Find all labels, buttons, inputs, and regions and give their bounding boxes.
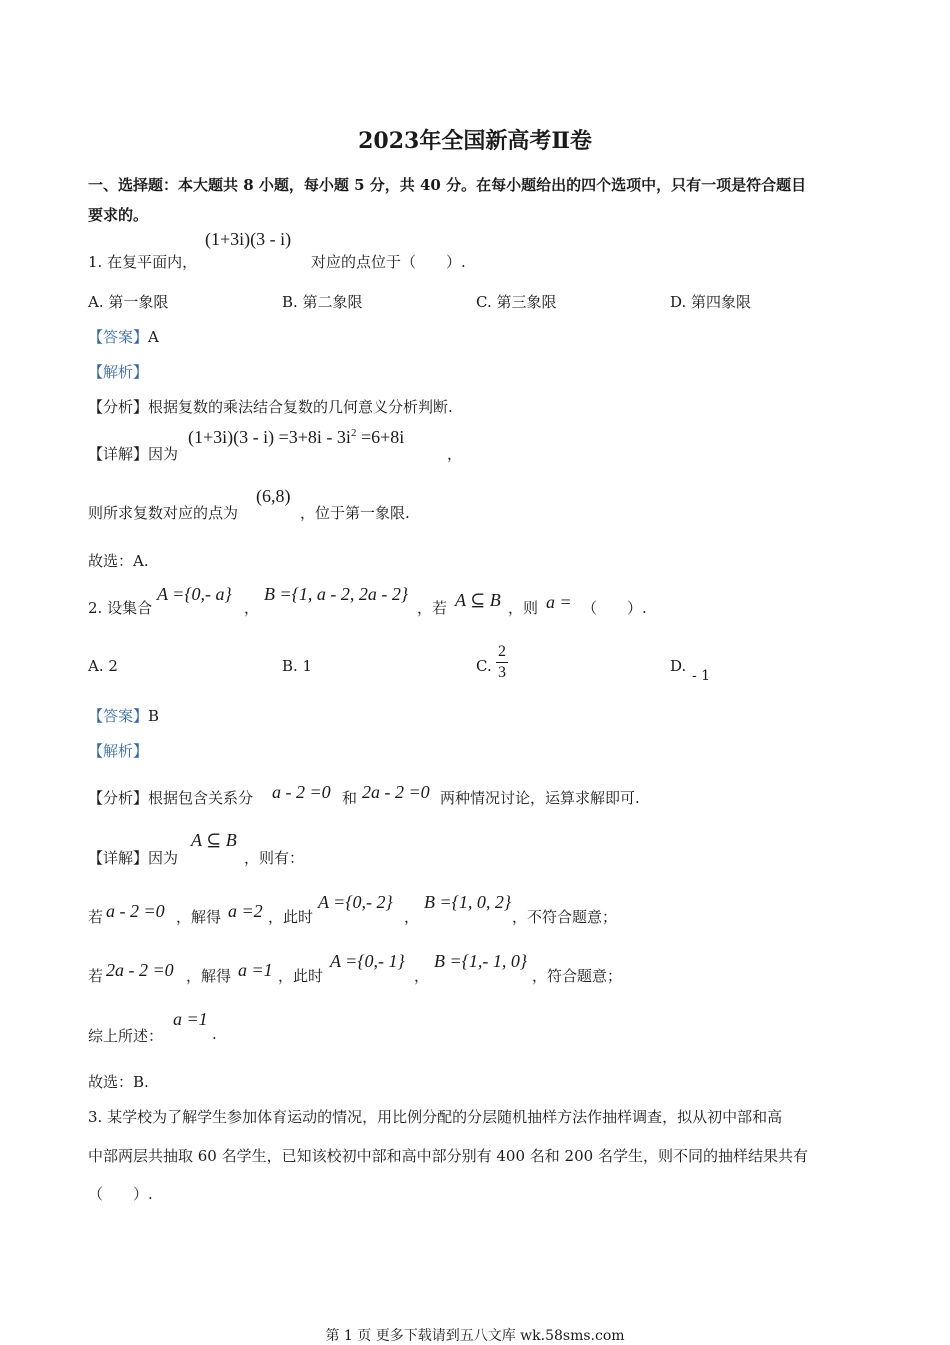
q1-detail-prefix: 因为 [148, 445, 179, 463]
q1-fenxi-text: 根据复数的乘法结合复数的几何意义分析判断. [148, 398, 453, 416]
q3-line1: 3. 某学校为了解学生参加体育运动的情况，用比例分配的分层随机抽样方法作抽样调查，拟从初中部和高 [88, 1108, 783, 1126]
q2-case2-set-b: B ={1,- 1, 0} [434, 951, 528, 971]
q2-fenxi-rest: 两种情况讨论，运算求解即可. [440, 789, 640, 807]
q2-fenxi-eq2: 2a - 2 =0 [362, 782, 430, 802]
q2-analysis-label: 【解析】 [88, 742, 149, 760]
fraction-bar [496, 662, 508, 663]
fraction-numerator: 2 [498, 643, 506, 660]
q1-detail-expression: $(1+3i)(3 - i) =3+8i - 3i^2 =6+8i$ [188, 427, 405, 447]
q2-case1-set-a: A ={0,- 2} [318, 892, 393, 912]
q2-case2-if: 若 [88, 967, 104, 985]
q2-option-d-label: D. [670, 657, 687, 675]
q2-fenxi-row: 【分析】根据包含关系分 [88, 789, 254, 807]
q1-point-suffix: ，位于第一象限. [300, 504, 410, 522]
section-heading-line1: 一、选择题：本大题共 8 小题，每小题 5 分，共 40 分。在每小题给出的四个选项中，只有一项是符合题目 [88, 176, 807, 194]
q2-case2-result: ，符合题意； [532, 967, 623, 985]
q2-suffix: （ ）. [582, 599, 647, 617]
q2-case1-comma: ， [404, 908, 420, 926]
q2-set-a: A ={0,- a} [157, 584, 232, 604]
q2-answer-row [88, 705, 159, 726]
q2-detail-row: 【详解】因为 [88, 849, 179, 867]
q2-fenxi-and: 和 [342, 789, 358, 807]
page-footer: 第 1 页 更多下载请到五八文库 wk.58sms.com [325, 1328, 625, 1344]
q1-analysis-label: 【解析】 [88, 363, 149, 381]
q1-choice: 故选：A. [88, 552, 149, 570]
q2-comma: ， [244, 599, 260, 617]
q2-case2-eq: 2a - 2 =0 [106, 960, 174, 980]
q2-case1-then: ，此时 [268, 908, 314, 926]
answer-label: 【答案】 [88, 328, 149, 346]
q1-option-b: B. 第二象限 [282, 293, 363, 311]
q2-prefix: 2. 设集合 [88, 599, 153, 617]
q2-option-d-value: - 1 [692, 668, 711, 684]
answer-label: 【答案】 [88, 707, 149, 725]
fenxi-label: 【分析】 [88, 789, 149, 807]
q2-summary-suffix: . [212, 1025, 217, 1043]
q2-case1-result: ，不符合题意； [512, 908, 618, 926]
fenxi-label: 【分析】 [88, 398, 149, 416]
q2-summary-prefix: 综上所述： [88, 1027, 164, 1045]
q1-answer-row [88, 326, 159, 347]
q2-case2-solve: ，解得 [186, 967, 232, 985]
q2-case1-if: 若 [88, 908, 104, 926]
q2-option-c-fraction [496, 643, 508, 682]
page-title: 2023年全国新高考Ⅱ卷 [358, 128, 592, 154]
q2-case2-comma: ， [414, 967, 430, 985]
q2-answer: B [148, 707, 160, 725]
q2-case2-then: ，此时 [278, 967, 324, 985]
exponent: 2 [350, 427, 357, 439]
detail-label: 【详解】 [88, 445, 149, 463]
q1-fenxi-row [88, 396, 453, 417]
q1-option-d: D. 第四象限 [670, 293, 752, 311]
detail-label: 【详解】 [88, 849, 149, 867]
q1-expression: (1+3i)(3 - i) [205, 229, 292, 249]
q2-mid2: ，则 [508, 599, 539, 617]
q1-detail-label-row [88, 443, 178, 464]
q1-answer: A [148, 328, 159, 346]
q2-case2-value: a =1 [238, 960, 273, 980]
q2-summary-expression: a =1 [173, 1009, 208, 1029]
q1-point: (6,8) [256, 486, 291, 506]
q2-option-b: B. 1 [282, 657, 313, 675]
q2-case1-set-b: B ={1, 0, 2} [424, 892, 512, 912]
fraction-denominator: 3 [498, 664, 506, 681]
q2-case1-value: a =2 [228, 901, 263, 921]
q2-choice: 故选：B. [88, 1073, 149, 1091]
q2-option-c-label: C. [476, 657, 492, 675]
q1-prefix: 1. 在复平面内， [88, 253, 198, 271]
q3-line2: 中部两层共抽取 60 名学生，已知该校初中部和高中部分别有 400 名和 200 名学生，则不同的抽样结果共有 [88, 1147, 808, 1165]
q2-case1-eq: a - 2 =0 [106, 901, 165, 921]
q1-detail-suffix: ， [447, 445, 463, 463]
q1-option-a: A. 第一象限 [88, 293, 169, 311]
q3-line3: （ ）. [88, 1185, 153, 1203]
q2-variable: a = [546, 592, 572, 612]
q2-fenxi-eq1: a - 2 =0 [272, 782, 331, 802]
q2-case2-set-a: A ={0,- 1} [330, 951, 405, 971]
q2-option-a: A. 2 [88, 657, 118, 675]
q2-set-b: B ={1, a - 2, 2a - 2} [264, 584, 409, 604]
q1-suffix: 对应的点位于（ ）. [311, 253, 466, 271]
q1-point-prefix: 则所求复数对应的点为 [88, 504, 239, 522]
q2-detail-expression: A ⊆ B [191, 830, 237, 850]
q2-detail-suffix: ，则有： [244, 849, 305, 867]
q2-mid: ，若 [417, 599, 448, 617]
section-heading-line2: 要求的。 [88, 206, 149, 224]
q2-case1-solve: ，解得 [176, 908, 222, 926]
q1-option-c: C. 第三象限 [476, 293, 557, 311]
q2-subset: A ⊆ B [455, 590, 501, 610]
